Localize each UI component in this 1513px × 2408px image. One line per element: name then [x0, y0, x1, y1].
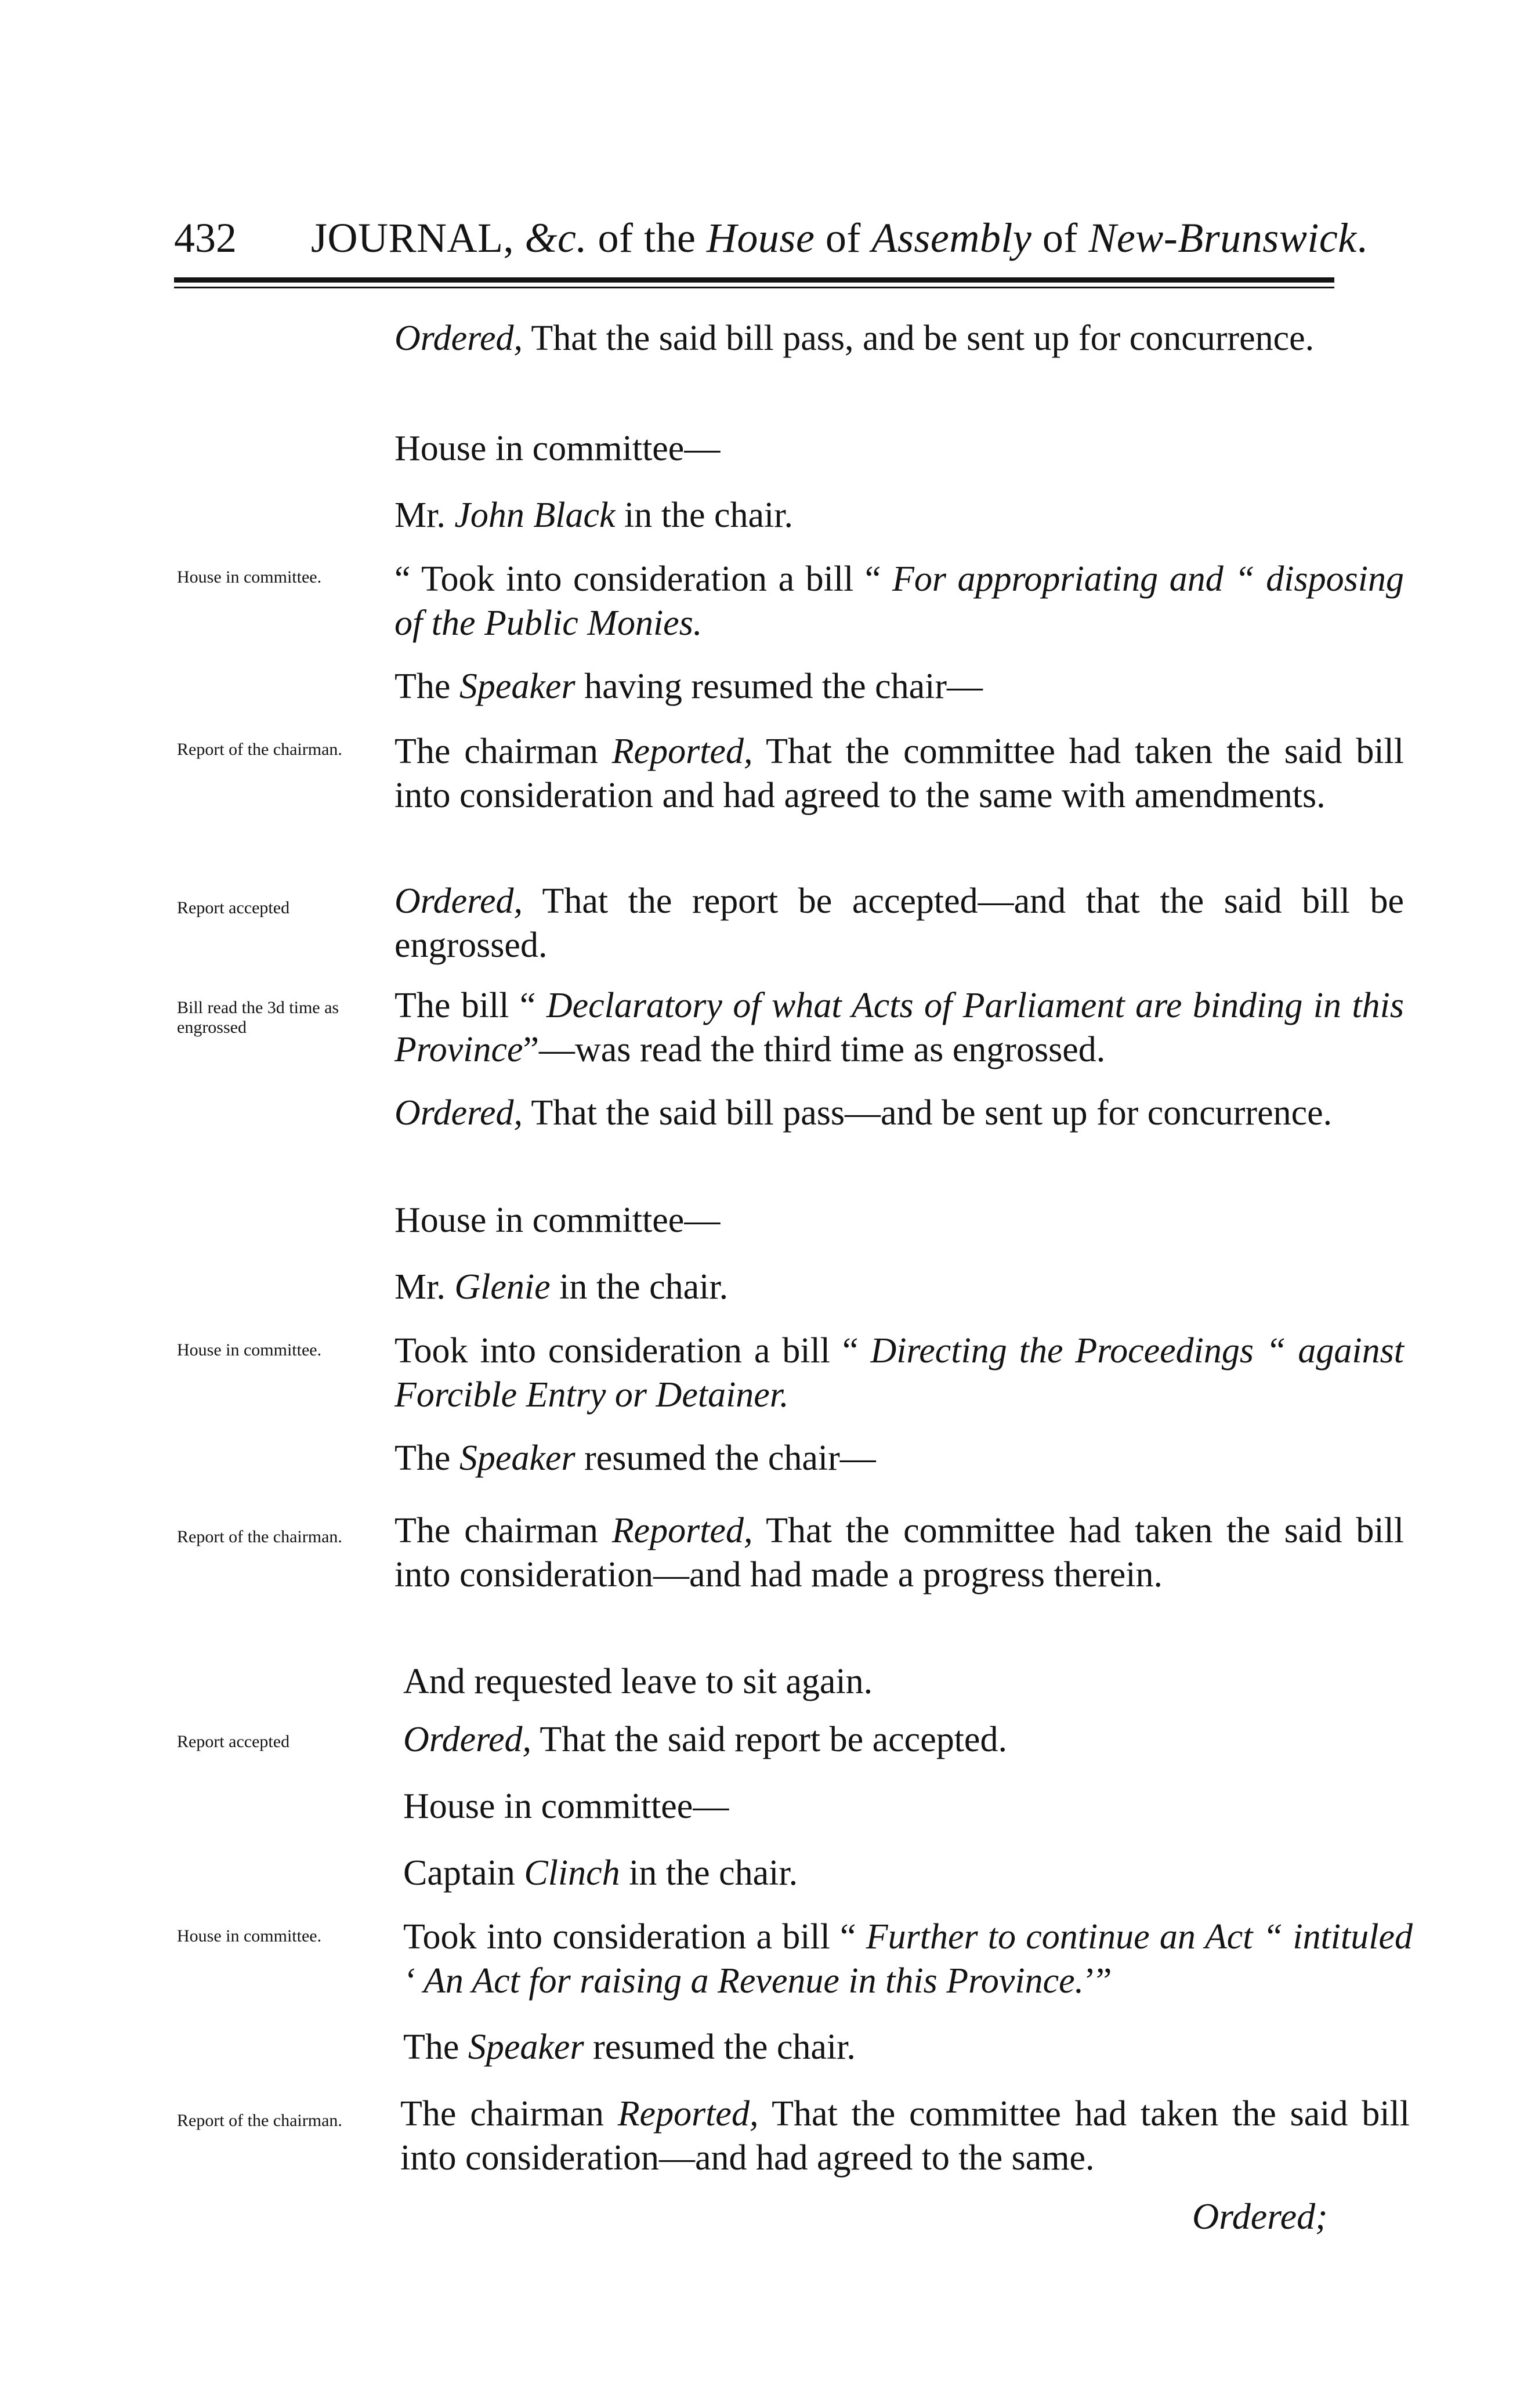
paragraph: Ordered, That the said report be accepted.	[403, 1720, 1007, 1759]
catchword: Ordered;	[1192, 2196, 1328, 2237]
paragraph: “ Took into consideration a bill “ For appropriating and “ disposing of the Public Monies.	[394, 559, 1404, 643]
margin-note: Report of the chairman.	[177, 740, 342, 759]
header-rule-thin	[174, 287, 1334, 288]
running-header	[174, 200, 1368, 276]
header-rule-thick	[174, 277, 1334, 283]
margin-note: Report of the chairman.	[177, 2111, 342, 2130]
paragraph: Took into consideration a bill “ Directing the Proceedings “ against Forcible Entry or Detainer.	[394, 1331, 1405, 1415]
paragraph: Mr. John Black in the chair.	[394, 496, 793, 535]
paragraph: House in committee—	[403, 1787, 729, 1826]
paragraph: The Speaker having resumed the chair—	[394, 667, 983, 706]
paragraph: Ordered, That the report be accepted—and that the said bill be engrossed.	[394, 881, 1404, 965]
paragraph: The chairman Reported, That the committee had taken the said bill into consideration—and had agreed to the same.	[400, 2094, 1410, 2178]
margin-note: House in committee.	[177, 1926, 322, 1946]
margin-note: Report of the chairman.	[177, 1527, 342, 1546]
margin-note: Report accepted	[177, 898, 290, 917]
running-title: JOURNAL, &c. of the House of Assembly of New-Brunswick.	[311, 215, 1368, 261]
paragraph: House in committee—	[394, 429, 721, 468]
margin-note: House in committee.	[177, 567, 322, 587]
paragraph: The Speaker resumed the chair—	[394, 1438, 876, 1478]
paragraph: Ordered, That the said bill pass, and be sent up for concurrence.	[394, 319, 1315, 358]
margin-note: Report accepted	[177, 1732, 290, 1751]
paragraph: Ordered, That the said bill pass—and be sent up for concurrence.	[394, 1093, 1333, 1133]
paragraph: Mr. Glenie in the chair.	[394, 1267, 729, 1307]
paragraph: And requested leave to sit again.	[403, 1662, 873, 1701]
paragraph: The chairman Reported, That the committee had taken the said bill into consideration and had agreed to the same with amendments.	[394, 732, 1405, 815]
paragraph: The bill “ Declaratory of what Acts of Parliament are binding in this Province”—was read the third time as engrossed.	[394, 986, 1404, 1069]
paragraph: The chairman Reported, That the committee had taken the said bill into consideration—and had made a progress therein.	[394, 1511, 1405, 1595]
paragraph: House in committee—	[394, 1201, 721, 1240]
paragraph: The Speaker resumed the chair.	[403, 2027, 856, 2067]
paragraph: Took into consideration a bill “ Further to continue an Act “ intituled ‘ An Act for raising a Revenue in this Province.’”	[403, 1917, 1413, 2001]
margin-note: House in committee.	[177, 1340, 322, 1360]
margin-note: Bill read the 3d time as engrossed	[177, 998, 339, 1037]
page-number: 432	[174, 215, 237, 261]
paragraph: Captain Clinch in the chair.	[403, 1853, 798, 1893]
